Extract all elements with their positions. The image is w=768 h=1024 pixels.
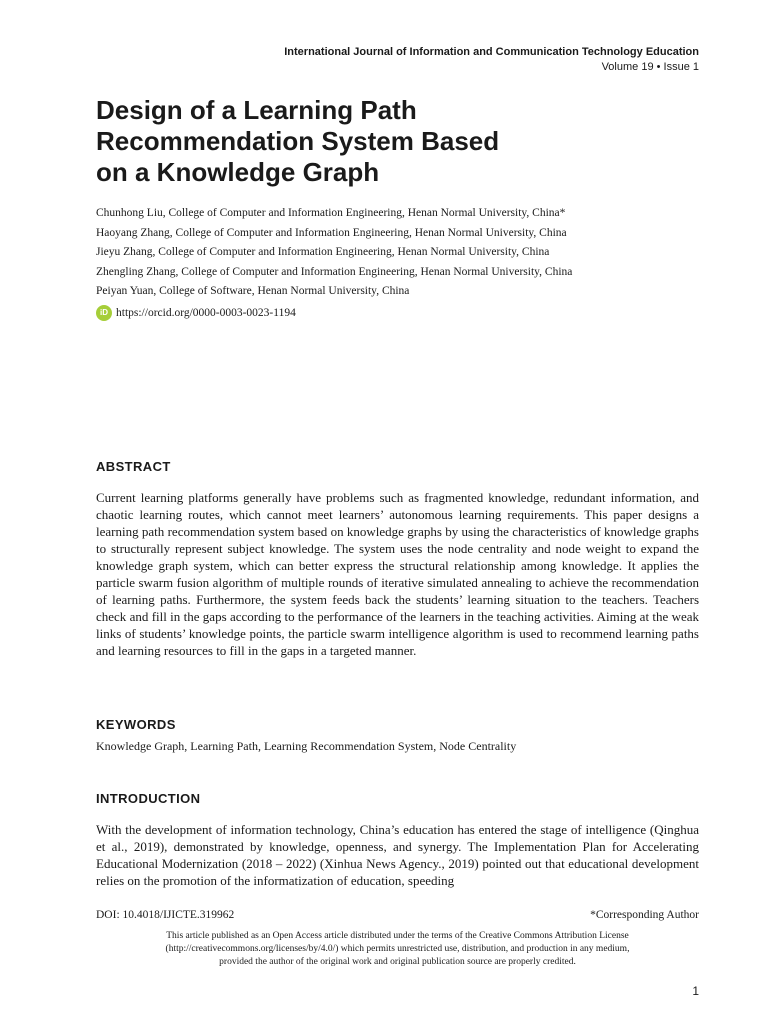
journal-header [284,45,699,75]
introduction-text: With the development of information technology, China’s education has entered the stage of intelligence (Qinghua et al., 2019), demonstrated by knowledge, openness, and synergy. The Implementation Plan for Accelerating Educational Modernization (2018 – 2022) (Xinhua News Agency., 2019) pointed out that educational development relies on the promotion of the informatization of education, speeding [96,822,699,888]
orcid-link[interactable]: https://orcid.org/0000-0003-0023-1194 [116,306,296,319]
paper-title [96,95,656,188]
license-notice [96,930,699,969]
license-line: provided the author of the original work and original publication source are properly credited. [219,957,576,967]
author-list [96,205,696,323]
volume-issue: Volume 19 • Issue 1 [601,61,699,73]
introduction-heading: INTRODUCTION [96,791,201,806]
author-affiliation: Zhengling Zhang, College of Computer and Information Engineering, Henan Normal University, China [96,265,573,278]
keywords-text: Knowledge Graph, Learning Path, Learning Recommendation System, Node Centrality [96,739,517,753]
author-affiliation: Jieyu Zhang, College of Computer and Information Engineering, Henan Normal University, China [96,246,550,258]
corresponding-author-note: *Corresponding Author [590,909,699,921]
page-number: 1 [692,984,699,998]
title-line: on a Knowledge Graph [96,157,380,187]
keywords-heading: KEYWORDS [96,717,176,732]
title-line: Design of a Learning Path [96,95,417,125]
orcid-icon[interactable]: iD [96,305,112,321]
journal-name: International Journal of Information and Communication Technology Education [284,46,699,58]
orcid-row [96,303,696,323]
abstract-text: Current learning platforms generally have problems such as fragmented knowledge, redundant information, and chaotic learning routes, which cannot meet learners’ autonomous learning requirements. This paper designs a learning path recommendation system based on knowledge graphs by using the characteristics of knowledge graphs to structurally represent subject knowledge. The system uses the node centrality and node weight to expand the knowledge graph system, which can better express the structural relationship among knowledge. It applies the particle swarm fusion algorithm of multiple rounds of iterative simulated annealing to achieve the recommendation of learning paths. Furthermore, the system feeds back the students’ learning situation to the teachers. Teachers check and fill in the gaps according to the performance of the learners in the teaching activities. Aiming at the weak links of students’ knowledge points, the particle swarm intelligence algorithm is used to recommend learning paths and learning resources to fill in the gaps in a targeted manner. [96,490,699,658]
license-line: This article published as an Open Access article distributed under the terms of the Creative Commons Attribution License [166,931,629,941]
license-line: (http://creativecommons.org/licenses/by/4.0/) which permits unrestricted use, distribution, and production in any medium, [165,944,630,954]
doi-line: DOI: 10.4018/IJICTE.319962 [96,909,235,921]
abstract-heading: ABSTRACT [96,459,171,474]
author-affiliation: Chunhong Liu, College of Computer and Information Engineering, Henan Normal University, China* [96,207,566,219]
title-line: Recommendation System Based [96,126,500,156]
author-affiliation: Haoyang Zhang, College of Computer and Information Engineering, Henan Normal University, China [96,226,567,239]
author-affiliation: Peiyan Yuan, College of Software, Henan Normal University, China [96,285,410,297]
